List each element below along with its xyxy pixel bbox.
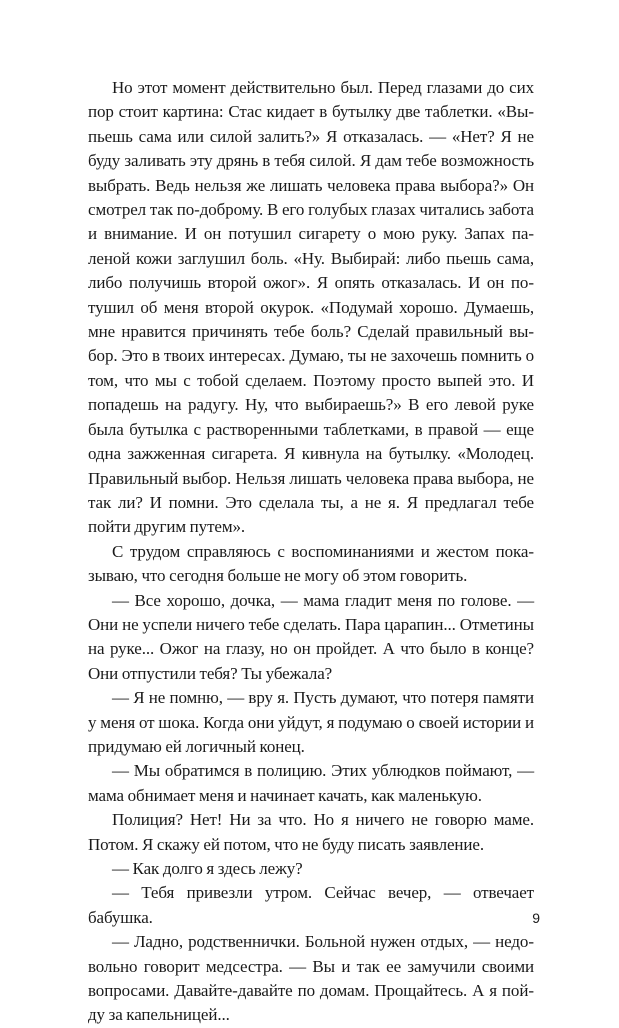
paragraph-5: — Мы обратимся в полицию. Этих ублюдков поймают, — мама обнимает меня и начинает качать, как маленькую. bbox=[88, 761, 534, 805]
paragraph-8: — Тебя привезли утром. Сейчас вечер, — отвечает бабушка. bbox=[88, 883, 534, 927]
paragraph-6: Полиция? Нет! Ни за что. Но я ничего не говорю маме. Потом. Я скажу ей потом, что не буду писать заявление. bbox=[88, 810, 534, 854]
paragraph-3: — Все хорошо, дочка, — мама гладит меня по голове. — Они не успели ничего тебе сделать. Пара царапин... Отметины на руке... Ожог на глазу, но он пройдет. А что было в конце? Они отпустили тебя? Ты убежала? bbox=[88, 590, 534, 683]
page-number: 9 bbox=[532, 910, 540, 926]
page-body bbox=[88, 76, 534, 1028]
paragraph-1: Но этот момент действительно был. Перед глазами до сих пор стоит картина: Стас кидает в бутылку две таблетки. «Выпьешь сама или силой залить?» Я отказалась. — «Нет? Я не буду заливать эту дрянь в тебя силой. Я дам тебе возможность выбрать. Ведь нельзя же лишать человека права выбора?» Он смотрел так по-доброму. В его голубых глазах читались забота и внимание. И он потушил сигарету о мою руку. Запах паленой кожи заглушил боль. «Ну. Выбирай: либо пьешь сама, либо получишь второй ожог». Я опять отказалась. И он потушил об меня второй окурок. «Подумай хорошо. Думаешь, мне нравится причинять тебе боль? Сделай правильный выбор. Это в твоих интересах. Думаю, ты не захочешь помнить о том, что мы с тобой сделаем. Поэтому просто выпей это. И попадешь на радугу. Ну, что выбираешь?» В его левой руке была бутылка с растворенными таблетками, в правой — еще одна зажженная сигарета. Я кивнула на бутылку. «Молодец. Правильный выбор. Нельзя лишать человека права выбора, не так ли? И помни. Это сделала ты, а не я. Я предлагал тебе пойти другим путем». bbox=[88, 78, 534, 537]
paragraph-2: С трудом справляюсь с воспоминаниями и жестом показываю, что сегодня больше не могу об этом говорить. bbox=[88, 541, 534, 586]
paragraph-7: — Как долго я здесь лежу? bbox=[112, 859, 303, 878]
paragraph-4: — Я не помню, — вру я. Пусть думают, что потеря памяти у меня от шока. Когда они уйдут, я подумаю о своей истории и придумаю ей логичный конец. bbox=[88, 688, 534, 756]
paragraph-9: — Ладно, родственнички. Больной нужен отдых, — недовольно говорит медсестра. — Вы и так ее замучили своими вопросами. Давайте-давайте по домам. Прощайтесь. А я пойду за капельницей... bbox=[88, 932, 534, 1025]
